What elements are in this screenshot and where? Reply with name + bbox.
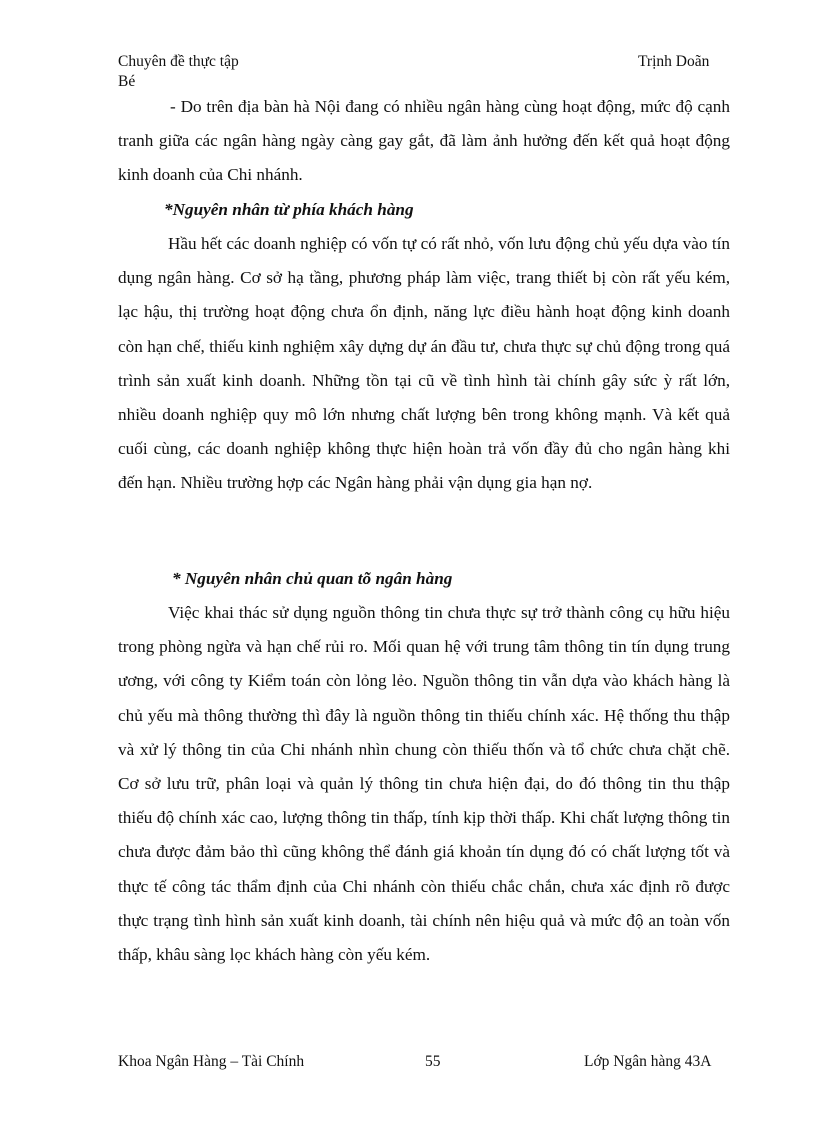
paragraph-competition: - Do trên địa bàn hà Nội đang có nhiều ngân hàng cùng hoạt động, mức độ cạnh tranh giữa các ngân hàng ngày càng gay gắt, đã làm ảnh hưởng đến kết quả hoạt động kinh doanh của Chi nhánh.: [118, 97, 730, 185]
footer-class: Lớp Ngân hàng 43A: [584, 1053, 712, 1070]
page-number: 55: [425, 1053, 441, 1070]
paragraph-customer-causes: Hầu hết các doanh nghiệp có vốn tự có rất nhỏ, vốn lưu động chủ yếu dựa vào tín dụng ngân hàng. Cơ sở hạ tầng, phương pháp làm việc, trang thiết bị còn rất yếu kém, lạc hậu, thị trường hoạt động chưa ổn định, năng lực điều hành hoạt động kinh doanh còn hạn chế, thiếu kinh nghiệm xây dựng dự án đầu tư, chưa thực sự chủ động trong quá trình sản xuất kinh doanh. Những tồn tại cũ về tình hình tài chính gây sức ỳ rất lớn, nhiều doanh nghiệp quy mô lớn nhưng chất lượng bên trong không mạnh. Và kết quả cuối cùng, các doanh nghiệp không thực hiện hoàn trả vốn đầy đủ cho ngân hàng khi đến hạn. Nhiều trường hợp các Ngân hàng phải vận dụng gia hạn nợ.: [118, 234, 730, 493]
page-header-left: [118, 52, 239, 92]
header-title: Chuyên đề thực tập: [118, 53, 239, 70]
footer-faculty: Khoa Ngân Hàng – Tài Chính: [118, 1053, 305, 1070]
section-heading-bank-causes: * Nguyên nhân chủ quan tõ ngân hàng: [172, 569, 453, 588]
section-heading-customer-causes: *Nguyên nhân từ phía khách hàng: [164, 200, 414, 219]
header-title-cont: Bé: [118, 73, 136, 90]
header-author: Trịnh Doãn: [638, 53, 710, 70]
paragraph-bank-causes: Việc khai thác sử dụng nguồn thông tin chưa thực sự trở thành công cụ hữu hiệu trong phòng ngừa và hạn chế rủi ro. Mối quan hệ với trung tâm thông tin tín dụng trung ương, với công ty Kiểm toán còn lỏng lẻo. Nguồn thông tin vẫn dựa vào khách hàng là chủ yếu mà thông thường thì đây là nguồn thông tin thiếu chính xác. Hệ thống thu thập và xử lý thông tin của Chi nhánh nhìn chung còn thiếu thốn và tổ chức chưa chặt chẽ. Cơ sở lưu trữ, phân loại và quản lý thông tin chưa hiện đại, do đó thông tin thu thập thiếu độ chính xác cao, lượng thông tin thấp, tính kịp thời thấp. Khi chất lượng thông tin chưa được đảm bảo thì cũng không thể đánh giá khoản tín dụng đó có chất lượng tốt và thực tế công tác thẩm định của Chi nhánh còn thiếu chắc chắn, chưa xác định rõ được thực trạng tình hình sản xuất kinh doanh, tài chính nên hiệu quả và mức độ an toàn vốn thấp, khâu sàng lọc khách hàng còn yếu kém.: [118, 603, 730, 965]
